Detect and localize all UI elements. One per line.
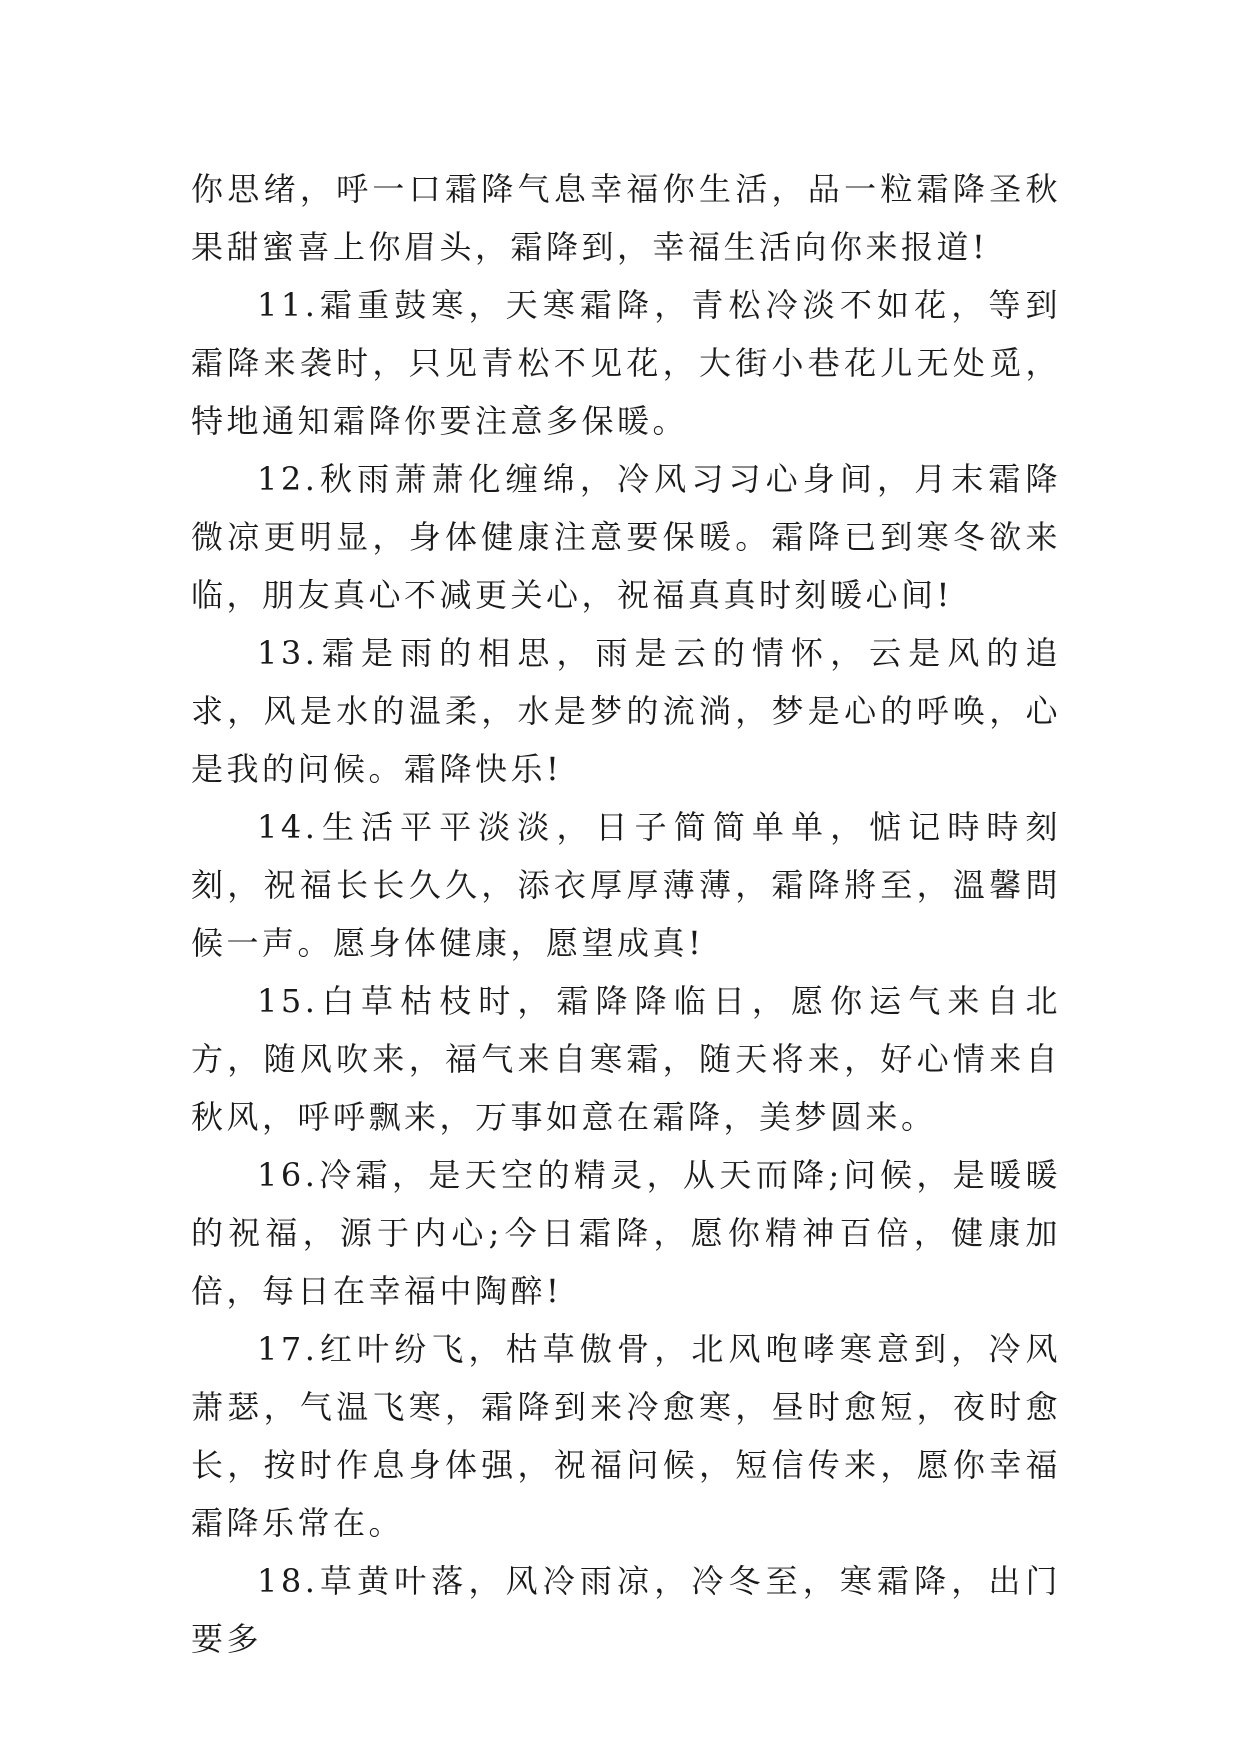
paragraph-item-13: 13.霜是雨的相思，雨是云的情怀，云是风的追求，风是水的温柔，水是梦的流淌，梦是心的呼唤，心是我的问候。霜降快乐!	[191, 634, 1061, 788]
document-body	[191, 160, 1061, 1668]
paragraph-continuation: 你思绪，呼一口霜降气息幸福你生活，品一粒霜降圣秋果甜蜜喜上你眉头，霜降到，幸福生活向你来报道!	[191, 170, 1061, 266]
paragraph-item-12: 12.秋雨萧萧化缠绵，冷风习习心身间，月末霜降微凉更明显，身体健康注意要保暖。霜降已到寒冬欲来临，朋友真心不减更关心，祝福真真时刻暖心间!	[191, 460, 1061, 614]
paragraph-item-11: 11.霜重鼓寒，天寒霜降，青松冷淡不如花，等到霜降来袭时，只见青松不见花，大街小巷花儿无处觅，特地通知霜降你要注意多保暖。	[191, 286, 1061, 440]
paragraph-item-17: 17.红叶纷飞，枯草傲骨，北风咆哮寒意到，冷风萧瑟，气温飞寒，霜降到来冷愈寒，昼时愈短，夜时愈长，按时作息身体强，祝福问候，短信传来，愿你幸福霜降乐常在。	[191, 1330, 1061, 1542]
paragraph-item-18: 18.草黄叶落，风冷雨凉，冷冬至，寒霜降，出门要多	[191, 1562, 1061, 1658]
paragraph-item-16: 16.冷霜，是天空的精灵，从天而降;问候，是暖暖的祝福，源于内心;今日霜降，愿你精神百倍，健康加倍，每日在幸福中陶醉!	[191, 1156, 1061, 1310]
paragraph-item-15: 15.白草枯枝时，霜降降临日，愿你运气来自北方，随风吹来，福气来自寒霜，随天将来，好心情来自秋风，呼呼飘来，万事如意在霜降，美梦圆来。	[191, 982, 1061, 1136]
paragraph-item-14: 14.生活平平淡淡，日子简简单单，惦记時時刻刻，祝福长长久久，添衣厚厚薄薄，霜降將至，溫馨問候一声。愿身体健康，愿望成真!	[191, 808, 1061, 962]
